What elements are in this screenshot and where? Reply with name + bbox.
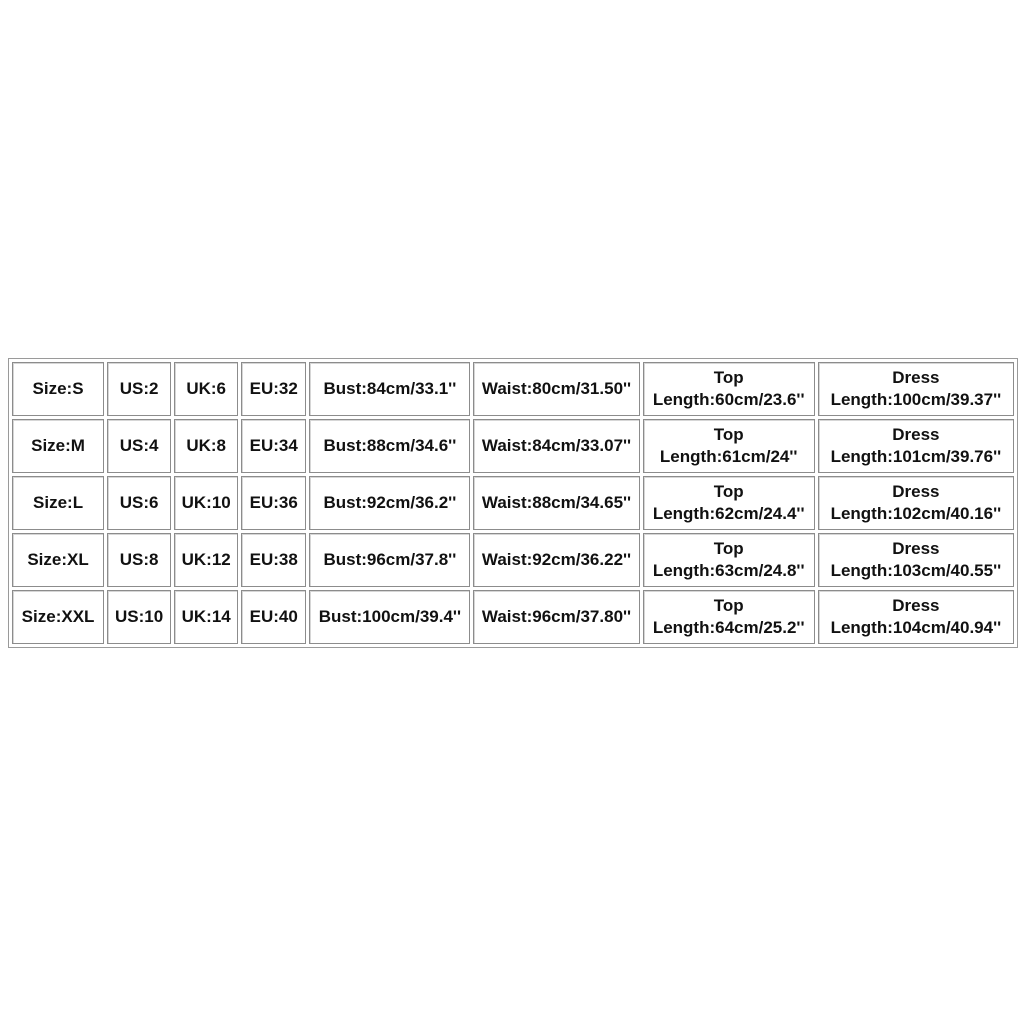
table-row [12,533,1014,587]
size-cell: Size:S [12,362,104,416]
table-row [12,476,1014,530]
dress-length-value: Length:103cm/40.55'' [830,561,1002,580]
top-length-cell [643,419,815,473]
dress-label: Dress [892,482,940,501]
top-label: Top [713,596,744,615]
eu-size-cell: EU:36 [241,476,306,530]
size-cell: Size:L [12,476,104,530]
size-cell: Size:XL [12,533,104,587]
eu-size-cell: EU:38 [241,533,306,587]
dress-length-cell [818,476,1014,530]
uk-size-cell: UK:14 [174,590,238,644]
uk-size-cell: UK:8 [174,419,238,473]
top-length-cell [643,362,815,416]
dress-length-cell [818,533,1014,587]
size-cell: Size:M [12,419,104,473]
eu-size-cell: EU:34 [241,419,306,473]
bust-cell: Bust:84cm/33.1'' [309,362,470,416]
waist-cell: Waist:88cm/34.65'' [473,476,639,530]
bust-cell: Bust:88cm/34.6'' [309,419,470,473]
top-length-cell [643,590,815,644]
bust-cell: Bust:100cm/39.4'' [309,590,470,644]
top-length-value: Length:60cm/23.6'' [652,390,805,409]
table-row [12,362,1014,416]
uk-size-cell: UK:10 [174,476,238,530]
us-size-cell: US:4 [107,419,171,473]
dress-length-value: Length:101cm/39.76'' [830,447,1002,466]
dress-length-cell [818,590,1014,644]
dress-label: Dress [892,539,940,558]
us-size-cell: US:8 [107,533,171,587]
uk-size-cell: UK:12 [174,533,238,587]
dress-label: Dress [892,368,940,387]
top-label: Top [713,425,744,444]
eu-size-cell: EU:40 [241,590,306,644]
waist-cell: Waist:92cm/36.22'' [473,533,639,587]
top-label: Top [713,482,744,501]
dress-label: Dress [892,425,940,444]
uk-size-cell: UK:6 [174,362,238,416]
bust-cell: Bust:92cm/36.2'' [309,476,470,530]
top-length-cell [643,533,815,587]
dress-length-cell [818,419,1014,473]
waist-cell: Waist:84cm/33.07'' [473,419,639,473]
top-label: Top [713,368,744,387]
us-size-cell: US:2 [107,362,171,416]
waist-cell: Waist:80cm/31.50'' [473,362,639,416]
top-length-value: Length:62cm/24.4'' [652,504,805,523]
size-chart-table [8,358,1018,648]
table-row [12,419,1014,473]
dress-length-value: Length:102cm/40.16'' [830,504,1002,523]
top-length-value: Length:63cm/24.8'' [652,561,805,580]
dress-length-value: Length:100cm/39.37'' [830,390,1002,409]
waist-cell: Waist:96cm/37.80'' [473,590,639,644]
bust-cell: Bust:96cm/37.8'' [309,533,470,587]
table-row [12,590,1014,644]
dress-length-cell [818,362,1014,416]
us-size-cell: US:6 [107,476,171,530]
top-length-value: Length:61cm/24'' [659,447,798,466]
top-length-cell [643,476,815,530]
dress-label: Dress [892,596,940,615]
us-size-cell: US:10 [107,590,171,644]
eu-size-cell: EU:32 [241,362,306,416]
top-label: Top [713,539,744,558]
dress-length-value: Length:104cm/40.94'' [830,618,1002,637]
size-cell: Size:XXL [12,590,104,644]
top-length-value: Length:64cm/25.2'' [652,618,805,637]
